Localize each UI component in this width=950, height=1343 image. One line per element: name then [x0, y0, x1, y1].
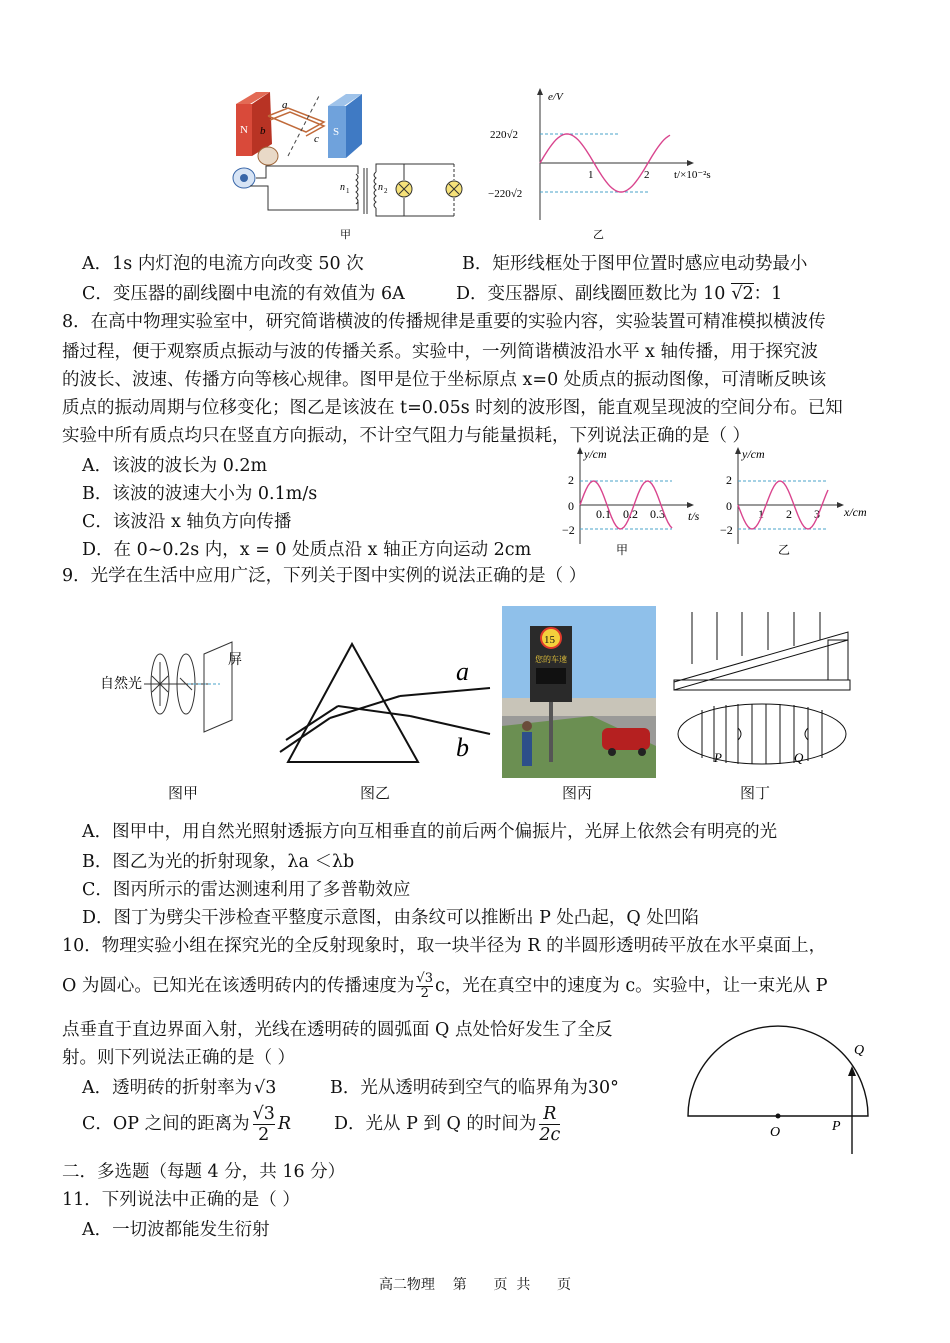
- coil-frame: [268, 108, 324, 136]
- q10-fig-semicircle: [682, 1020, 872, 1160]
- xtick-1: 1: [588, 169, 594, 181]
- svg-text:自然光: 自然光: [100, 677, 142, 692]
- q9-fig-yi: [272, 636, 502, 766]
- lamp-2: [446, 181, 462, 197]
- svg-text:n: n: [378, 182, 383, 193]
- svg-text:1: 1: [758, 507, 764, 521]
- page-footer: 高二物理 第 页 共 页: [378, 1277, 572, 1293]
- q9-fig-bing-photo: [502, 606, 656, 778]
- q7-option-d: D．变压器原、副线圈匝数比为 10 √2：1: [456, 284, 783, 304]
- q9-fig-jia: [100, 640, 250, 740]
- q8-line-3: 的波长、波速、传播方向等核心规律。图甲是位于坐标原点 x=0 处质点的振动图像，可清晰反映该: [62, 370, 827, 390]
- ytick-pos: 220√2: [490, 129, 519, 141]
- svg-text:1: 1: [346, 187, 350, 195]
- svg-text:甲: 甲: [340, 229, 351, 241]
- svg-text:您的车速: 您的车速: [535, 655, 567, 664]
- svg-text:2: 2: [726, 473, 732, 487]
- q9-caption-bing: 图丙: [562, 784, 593, 802]
- q8-option-c: C．该波沿 x 轴负方向传播: [82, 512, 292, 532]
- xtick-2: 2: [644, 169, 650, 181]
- q10-option-d: D．光从 P 到 Q 的时间为 $\frac{R}{2c}$: [334, 1104, 561, 1145]
- q7-option-a: A．1s 内灯泡的电流方向改变 50 次: [82, 254, 364, 274]
- svg-text:0: 0: [568, 499, 574, 513]
- svg-text:2: 2: [568, 473, 574, 487]
- svg-text:x/cm: x/cm: [844, 505, 867, 519]
- svg-text:2: 2: [786, 507, 792, 521]
- t-axis-label: t/×10⁻²s: [674, 169, 711, 181]
- fig7-yi-chart: [488, 86, 718, 244]
- q8-line-2: 播过程，便于观察质点振动与波的传播关系。实验中，一列简谐横波沿水平 x 轴传播，用于探究波: [62, 342, 818, 362]
- lamp-1: [396, 181, 412, 197]
- svg-text:P: P: [714, 750, 722, 765]
- q8-option-d: D．在 0~0.2s 内，x = 0 处质点沿 x 轴正方向运动 2cm: [82, 540, 532, 560]
- svg-text:c: c: [314, 133, 319, 145]
- q8-line-5: 实验中所有质点均只在竖直方向振动，不计空气阻力与能量损耗，下列说法正确的是（ ）: [62, 426, 751, 446]
- section-2-heading: 二．多选题（每题 4 分，共 16 分）: [62, 1162, 346, 1182]
- q9-option-b: B．图乙为光的折射现象，λa ＜λb: [82, 852, 355, 872]
- svg-text:甲: 甲: [616, 543, 629, 557]
- q7-option-b: B．矩形线框处于图甲位置时感应电动势最小: [462, 254, 808, 274]
- q10-option-c: C．OP 之间的距离为 $\frac{√3}{2}$ R: [82, 1104, 292, 1145]
- svg-text:P: P: [832, 1119, 841, 1134]
- q8-fig-jia: [560, 444, 710, 560]
- q11-stem: 11．下列说法中正确的是（ ）: [62, 1190, 300, 1210]
- q8-option-b: B．该波的波速大小为 0.1m/s: [82, 484, 318, 504]
- svg-text:−2: −2: [562, 523, 575, 537]
- svg-text:Q: Q: [794, 750, 804, 765]
- q8-line-4: 质点的振动周期与位移变化；图乙是该波在 t=0.05s 时刻的波形图，能直观呈现波的空间分布。已知: [62, 398, 843, 418]
- magnet-s: [328, 94, 362, 158]
- svg-text:乙: 乙: [593, 229, 604, 241]
- svg-text:a: a: [456, 657, 469, 686]
- q10-line-3: 点垂直于直边界面入射，光线在透明砖的圆弧面 Q 点处恰好发生了全反: [62, 1020, 613, 1040]
- svg-text:S: S: [333, 126, 340, 138]
- q7-option-c: C．变压器的副线圈中电流的有效值为 6A: [82, 284, 405, 304]
- q9-caption-yi: 图乙: [360, 784, 391, 802]
- svg-text:y/cm: y/cm: [742, 447, 765, 461]
- svg-text:15: 15: [544, 634, 555, 646]
- q9-option-a: A．图甲中，用自然光照射透振方向互相垂直的前后两个偏振片，光屏上依然会有明亮的光: [82, 822, 778, 842]
- q9-option-c: C．图丙所示的雷达测速利用了多普勒效应: [82, 880, 411, 900]
- svg-text:n: n: [340, 182, 345, 193]
- svg-text:0.1: 0.1: [596, 507, 611, 521]
- q9-fig-ding: [672, 610, 856, 780]
- svg-text:a: a: [282, 99, 288, 111]
- q11-option-a: A．一切波都能发生衍射: [82, 1220, 270, 1240]
- q10-line-1: 10．物理实验小组在探究光的全反射现象时，取一块半径为 R 的半圆形透明砖平放在水平桌面上，: [62, 936, 827, 956]
- svg-text:b: b: [260, 125, 266, 137]
- q8-fig-yi: [718, 444, 888, 560]
- magnet-n: [236, 92, 272, 156]
- svg-text:0: 0: [726, 499, 732, 513]
- svg-text:O: O: [770, 1125, 781, 1140]
- svg-text:y/cm: y/cm: [584, 447, 607, 461]
- svg-text:Q: Q: [854, 1043, 865, 1058]
- q9-caption-jia: 图甲: [168, 784, 199, 802]
- e-axis-label: e/V: [548, 91, 563, 103]
- ytick-neg: −220√2: [488, 188, 523, 200]
- svg-text:0.3: 0.3: [650, 507, 665, 521]
- svg-text:−2: −2: [720, 523, 733, 537]
- svg-text:t/s: t/s: [688, 509, 700, 523]
- svg-text:2: 2: [384, 187, 388, 195]
- q8-option-a: A．该波的波长为 0.2m: [82, 456, 268, 476]
- q10-option-a: A．透明砖的折射率为 √3: [82, 1078, 277, 1098]
- q10-line-4: 射。则下列说法正确的是（ ）: [62, 1048, 296, 1068]
- svg-text:0.2: 0.2: [623, 507, 638, 521]
- svg-text:乙: 乙: [778, 543, 791, 557]
- svg-text:3: 3: [814, 507, 820, 521]
- q10-option-b: B．光从透明砖到空气的临界角为30°: [330, 1078, 619, 1098]
- q9-caption-ding: 图丁: [740, 784, 771, 802]
- svg-text:N: N: [240, 124, 248, 136]
- q8-line-1: 8．在高中物理实验室中，研究简谐横波的传播规律是重要的实验内容，实验装置可精准模拟横波传: [62, 312, 826, 332]
- q10-line-2: O 为圆心。已知光在该透明砖内的传播速度为 $\frac{√3}{2}$ c，光在真空中的速度为 c。实验中，让一束光从 P: [62, 971, 828, 1001]
- svg-text:b: b: [456, 733, 469, 762]
- fig7-jia-diagram: [228, 86, 478, 244]
- q9-stem: 9．光学在生活中应用广泛，下列关于图中实例的说法正确的是（ ）: [62, 566, 587, 586]
- q9-option-d: D．图丁为劈尖干涉检查平整度示意图，由条纹可以推断出 P 处凸起，Q 处凹陷: [82, 908, 699, 928]
- svg-text:屏: 屏: [228, 653, 242, 668]
